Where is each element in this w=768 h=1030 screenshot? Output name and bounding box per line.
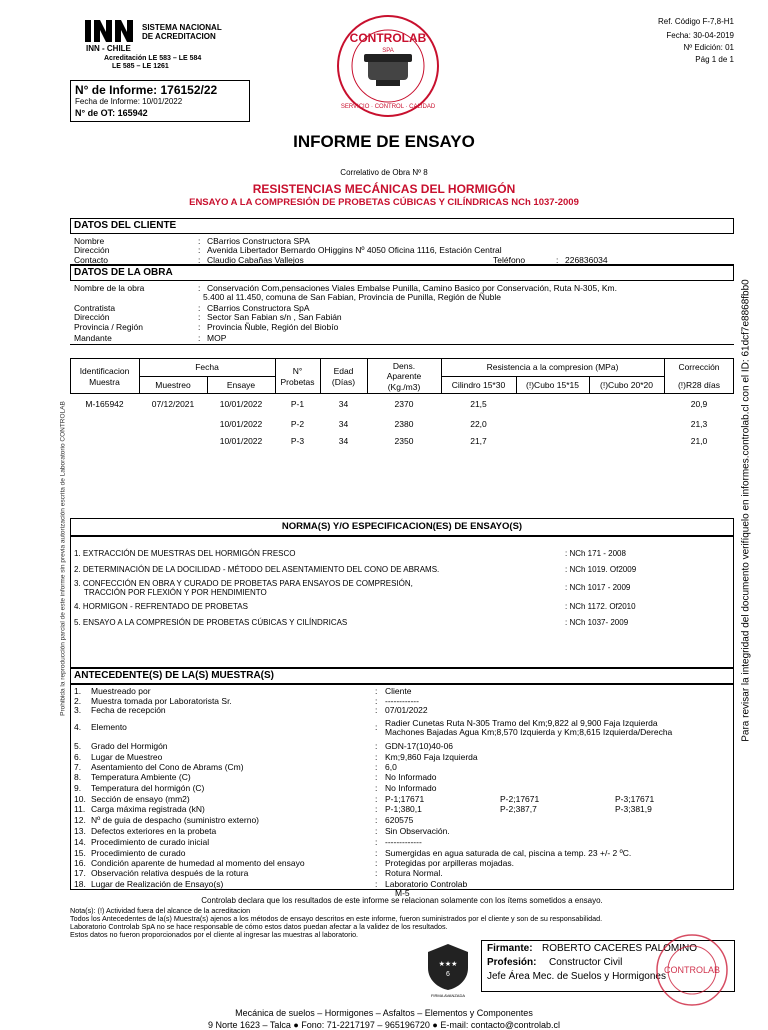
cell-probeta: P-2 xyxy=(290,419,305,429)
antecedent-number: 11. xyxy=(74,804,86,814)
antecedent-number: 4. xyxy=(74,722,82,732)
antecedent-label: Defectos exteriores en la probeta xyxy=(91,826,217,836)
work-mandante: MOP xyxy=(207,333,227,343)
right-side-verification-link[interactable]: Para revisar la integridad del documento verifíquelo en informes.controlab.cl con el ID: 61dcf7e8868fbb0 xyxy=(740,279,752,742)
svg-text:SPA: SPA xyxy=(382,48,394,54)
left-side-disclaimer: Prohibida la reproducción parcial de este informe sin previa autorización escrita de Laboratorio CONTROLAB xyxy=(59,401,67,716)
antecedent-value-p3: P-3;381,9 xyxy=(615,804,652,814)
footer-contact: 9 Norte 1623 – Talca ● Fono: 71-2217197 – 965196720 ● E-mail: contacto@controlab.cl xyxy=(207,1020,561,1030)
cell-ensaye: 10/01/2022 xyxy=(219,436,263,446)
antecedent-value-p3: P-3;17671 xyxy=(615,794,655,804)
subtitle-resistencias: RESISTENCIAS MECÁNICAS DEL HORMIGÓN xyxy=(252,182,516,196)
firmante-name: ROBERTO CACERES PALOMINO xyxy=(542,943,698,954)
cell-densidad: 2380 xyxy=(394,419,414,429)
report-date: Fecha de Informe: 10/01/2022 xyxy=(75,97,183,106)
note-4: Estos datos no fueron proporcionados por el cliente al ingresar las muestras al laboratorio. xyxy=(70,930,359,939)
antecedent-label: Lugar de Muestreo xyxy=(91,752,163,762)
cell-muestreo: 07/12/2021 xyxy=(151,399,195,409)
work-name-line2: 5.400 al 11.450, comuna de San Fabian, Provincia de Punilla, Región de Ñuble xyxy=(203,292,502,302)
edition: Nº Edición: 01 xyxy=(683,43,734,52)
work-name-label: Nombre de la obra xyxy=(74,283,145,293)
norm-code-4: : NCh 1172. Of2010 xyxy=(565,602,636,611)
client-contact: Claudio Cabañas Vallejos xyxy=(207,255,304,265)
work-address-label: Dirección xyxy=(74,312,110,322)
th-edad: Edad xyxy=(333,366,354,376)
th-cubo-20: (!)Cubo 20*20 xyxy=(600,380,653,390)
work-contractor: CBarrios Constructora SpA xyxy=(207,303,310,313)
cell-edad: 34 xyxy=(338,436,349,446)
th-probetas: Probetas xyxy=(280,377,315,387)
antecedent-colon: : xyxy=(375,705,378,715)
client-section-title: DATOS DEL CLIENTE xyxy=(74,220,177,231)
antecedent-colon: : xyxy=(375,837,378,847)
work-mandante-colon: : xyxy=(198,333,201,343)
col-divider xyxy=(275,358,276,394)
antecedent-value: P-1;380,1 xyxy=(385,804,422,814)
cell-densidad: 2370 xyxy=(394,399,414,409)
norm-code-1: : NCh 171 - 2008 xyxy=(565,549,626,558)
work-name-colon: : xyxy=(198,283,201,293)
antecedent-colon: : xyxy=(375,741,378,751)
client-contact-colon: : xyxy=(198,255,201,265)
antecedent-label: Grado del Hormigón xyxy=(91,741,168,751)
client-address-colon: : xyxy=(198,245,201,255)
svg-text:SERVICIO · CONTROL · CALIDAD: SERVICIO · CONTROL · CALIDAD xyxy=(340,104,436,110)
antecedent-colon: : xyxy=(375,696,378,706)
antecedent-colon: : xyxy=(375,826,378,836)
antecedent-number: 2. xyxy=(74,696,82,706)
note-2: Todos los Antecedentes de la(s) Muestra(s) ajenos a los métodos de ensayo descritos en este informe, fueron suministrados por el cliente y son de su responsabilidad. xyxy=(70,914,603,923)
th-r28: (!)R28 días xyxy=(677,380,721,390)
antecedent-number: 3. xyxy=(74,705,82,715)
antecedent-number: 14. xyxy=(74,837,86,847)
antecedent-value: Radier Cunetas Ruta N-305 Tramo del Km;9,822 al 9,900 Faja Izquierda xyxy=(385,718,658,728)
antecedent-label: Procedimiento de curado xyxy=(91,848,186,858)
cell-ensaye: 10/01/2022 xyxy=(219,419,263,429)
antecedent-value: Rotura Normal. xyxy=(385,868,443,878)
work-mandante-label: Mandante xyxy=(74,333,112,343)
norm-item-4: 4. HORMIGON - REFRENTADO DE PROBETAS xyxy=(74,602,248,611)
antecedent-colon: : xyxy=(375,722,378,732)
report-title: INFORME DE ENSAYO xyxy=(293,132,475,151)
accreditation-line2: LE 585 – LE 1261 xyxy=(112,63,169,70)
controlab-seal xyxy=(336,14,440,118)
antecedent-label: Procedimiento de curado inicial xyxy=(91,837,210,847)
cell-cilindro: 21,7 xyxy=(470,436,487,446)
antecedent-value: Km;9,860 Faja Izquierda xyxy=(385,752,478,762)
antecedent-colon: : xyxy=(375,752,378,762)
antecedent-value: 620575 xyxy=(385,815,414,825)
cell-correccion: 21,0 xyxy=(690,436,708,446)
work-region-label: Provincia / Región xyxy=(74,322,143,332)
work-address: Sector San Fabian s/n , San Fabián xyxy=(207,312,342,322)
profesion-value: Constructor Civil xyxy=(549,957,623,968)
antecedent-number: 6. xyxy=(74,752,82,762)
norm-code-5: : NCh 1037- 2009 xyxy=(565,618,629,627)
antecedent-value: ------------ xyxy=(385,696,419,706)
antecedent-label: Carga máxima registrada (kN) xyxy=(91,804,205,814)
cell-id: M-165942 xyxy=(85,399,124,409)
norm-item-3-cont: TRACCIÓN POR FLEXIÓN Y POR HENDIMIENTO xyxy=(84,588,267,597)
antecedent-number: 12. xyxy=(74,815,86,825)
antecedent-value: Protegidas por arpilleras mojadas. xyxy=(385,858,514,868)
cargo: Jefe Área Mec. de Suelos y Hormigones xyxy=(487,971,666,982)
svg-text:★★★: ★★★ xyxy=(438,961,458,968)
ot-number: N° de OT: 165942 xyxy=(75,108,148,118)
work-region: Provincia Ñuble, Región del Biobío xyxy=(207,322,339,332)
antecedent-label: Nº de guia de despacho (suministro externo) xyxy=(91,815,259,825)
antecedent-label: Lugar de Realización de Ensayo(s) xyxy=(91,879,224,889)
antecedent-label: Observación relativa después de la rotura xyxy=(91,868,249,878)
norm-code-2: : NCh 1019. Of2009 xyxy=(565,565,637,574)
antecedent-colon: : xyxy=(375,794,378,804)
antecedents-section-title: ANTECEDENTE(S) DE LA(S) MUESTRA(S) xyxy=(74,670,274,681)
antecedent-value: 07/01/2022 xyxy=(385,705,428,715)
row-divider xyxy=(441,376,664,377)
badge-caption: FIRMA AVANZADA xyxy=(430,993,466,998)
antecedent-colon: : xyxy=(375,879,378,889)
antecedent-colon: : xyxy=(375,772,378,782)
client-name-label: Nombre xyxy=(74,236,105,246)
correlative: Correlativo de Obra Nº 8 xyxy=(340,168,428,177)
th-ensaye: Ensaye xyxy=(226,380,256,390)
inn-org-line1: SISTEMA NACIONAL xyxy=(142,23,222,32)
antecedent-number: 8. xyxy=(74,772,82,782)
antecedent-number: 5. xyxy=(74,741,82,751)
footer-services: Mecánica de suelos – Hormigones – Asfaltos – Elementos y Componentes xyxy=(235,1008,533,1018)
svg-text:CONTROLAB: CONTROLAB xyxy=(663,965,721,975)
antecedent-value: GDN-17(10)40-06 xyxy=(385,741,454,751)
antecedent-colon: : xyxy=(375,858,378,868)
antecedent-number: 13. xyxy=(74,826,86,836)
antecedent-number: 15. xyxy=(74,848,86,858)
client-name-colon: : xyxy=(198,236,201,246)
antecedent-number: 7. xyxy=(74,762,82,772)
antecedent-value: Sin Observación. xyxy=(385,826,450,836)
client-phone: 226836034 xyxy=(565,255,608,265)
th-correccion: Corrección xyxy=(678,362,720,372)
antecedent-value: P-1;17671 xyxy=(385,794,425,804)
col-divider xyxy=(320,358,321,394)
antecedent-number: 16. xyxy=(74,858,86,868)
th-dias: (Días) xyxy=(331,377,356,387)
norm-item-2: 2. DETERMINACIÓN DE LA DOCILIDAD - MÉTODO DEL ASENTAMIENTO DEL CONO DE ABRAMS. xyxy=(74,565,440,574)
client-phone-colon: : xyxy=(556,255,559,265)
cell-ensaye: 10/01/2022 xyxy=(219,399,263,409)
antecedent-label: Asentamiento del Cono de Abrams (Cm) xyxy=(91,762,244,772)
report-number: N° de Informe: 176152/22 xyxy=(75,83,218,97)
antecedent-colon: : xyxy=(375,815,378,825)
antecedent-number: 17. xyxy=(74,868,86,878)
th-cilindro: Cilindro 15*30 xyxy=(451,380,506,390)
antecedent-colon: : xyxy=(375,686,378,696)
client-address-label: Dirección xyxy=(74,245,110,255)
antecedent-value: Cliente xyxy=(385,686,412,696)
cell-probeta: P-1 xyxy=(290,399,305,409)
th-dens: Dens. xyxy=(392,361,416,371)
cell-probeta: P-3 xyxy=(290,436,305,446)
work-divider xyxy=(70,344,734,345)
controlab-stamp xyxy=(652,932,732,1008)
work-region-colon: : xyxy=(198,322,201,332)
ref-code: Ref. Código F-7,8-H1 xyxy=(657,17,734,26)
svg-text:6: 6 xyxy=(446,971,450,978)
inn-logo xyxy=(84,18,136,44)
antecedent-colon: : xyxy=(375,868,378,878)
client-name: CBarrios Constructora SPA xyxy=(207,236,310,246)
norm-item-3: 3. CONFECCIÓN EN OBRA Y CURADO DE PROBETAS PARA ENSAYOS DE COMPRESIÓN, xyxy=(74,579,413,588)
client-contact-label: Contacto xyxy=(74,255,109,265)
antecedent-number: 1. xyxy=(74,686,82,696)
norms-section-title: NORMA(S) Y/O ESPECIFICACION(ES) DE ENSAYO(S) xyxy=(281,521,523,532)
declaration: Controlab declara que los resultados de este informe se relacionan solamente con los ítems sometidos a ensayo. xyxy=(201,896,603,905)
th-muestra: Muestra xyxy=(89,377,120,387)
advanced-signature-badge xyxy=(424,942,472,992)
norm-code-3: : NCh 1017 - 2009 xyxy=(565,583,631,592)
th-kgm3: (Kg./m3) xyxy=(387,382,421,392)
antecedent-value-cont: M-5 xyxy=(395,888,410,898)
antecedent-value: No Informado xyxy=(385,772,437,782)
antecedent-value: ------------- xyxy=(385,837,422,847)
antecedent-value-p2: P-2;17671 xyxy=(500,794,540,804)
norm-item-1: 1. EXTRACCIÓN DE MUESTRAS DEL HORMIGÓN FRESCO xyxy=(74,549,296,558)
th-cubo-15: (!)Cubo 15*15 xyxy=(526,380,579,390)
header-date: Fecha: 30-04-2019 xyxy=(666,31,734,40)
antecedent-number: 10. xyxy=(74,794,86,804)
inn-org-line2: DE ACREDITACION xyxy=(142,32,216,41)
cell-cilindro: 22,0 xyxy=(470,419,487,429)
note-1: Nota(s): (!) Actividad fuera del alcance de la acreditacion xyxy=(70,906,251,915)
antecedent-label: Sección de ensayo (mm2) xyxy=(91,794,190,804)
antecedent-colon: : xyxy=(375,762,378,772)
work-section-title: DATOS DE LA OBRA xyxy=(74,267,173,278)
firmante-label: Firmante: xyxy=(487,943,533,954)
antecedent-value-p2: P-2;387,7 xyxy=(500,804,537,814)
cell-edad: 34 xyxy=(338,419,349,429)
antecedent-value: Laboratorio Controlab xyxy=(385,879,468,889)
client-address: Avenida Libertador Bernardo OHiggins Nº 4050 Oficina 1116, Estación Central xyxy=(207,245,502,255)
th-n: N° xyxy=(292,366,303,376)
antecedent-value-cont: Machones Bajadas Agua Km;8,570 Izquierda y Km;8,615 Izquierda/Derecha xyxy=(385,727,673,737)
antecedent-label: Elemento xyxy=(91,722,127,732)
th-identificacion: Identificacion xyxy=(79,366,130,376)
cell-correccion: 20,9 xyxy=(690,399,708,409)
antecedent-label: Temperatura Ambiente (C) xyxy=(91,772,191,782)
cell-edad: 34 xyxy=(338,399,349,409)
antecedent-label: Fecha de recepción xyxy=(91,705,166,715)
antecedent-label: Temperatura del hormigón (C) xyxy=(91,783,205,793)
norm-item-5: 5. ENSAYO A LA COMPRESIÓN DE PROBETAS CÚBICAS Y CILÍNDRICAS xyxy=(74,618,348,627)
work-name-line1: Conservación Com,pensaciones Viales Embalse Punilla, Camino Basico por Conservación, Ruta N-305, Km. xyxy=(207,283,617,293)
th-resistencia: Resistencia a la compresion (MPa) xyxy=(486,362,619,372)
antecedent-value: No Informado xyxy=(385,783,437,793)
antecedent-number: 18. xyxy=(74,879,86,889)
cell-correccion: 21,3 xyxy=(690,419,708,429)
antecedent-colon: : xyxy=(375,804,378,814)
antecedent-label: Muestra tomada por Laboratorista Sr. xyxy=(91,696,232,706)
subtitle-ensayo: ENSAYO A LA COMPRESIÓN DE PROBETAS CÚBICAS Y CILÍNDRICAS NCh 1037-2009 xyxy=(189,197,579,208)
page-number: Pág 1 de 1 xyxy=(695,55,734,64)
antecedent-label: Muestreado por xyxy=(91,686,151,696)
svg-text:CONTROLAB: CONTROLAB xyxy=(349,31,427,45)
row-divider xyxy=(139,376,275,377)
work-address-colon: : xyxy=(198,312,201,322)
th-fecha: Fecha xyxy=(195,362,219,372)
accreditation-line1: Acreditación LE 583 – LE 584 xyxy=(104,55,202,62)
antecedent-colon: : xyxy=(375,848,378,858)
client-phone-label: Teléfono xyxy=(493,255,526,265)
th-aparente: Aparente xyxy=(386,371,422,381)
cell-cilindro: 21,5 xyxy=(470,399,487,409)
antecedent-value: 6,0 xyxy=(385,762,397,772)
antecedent-label: Condición aparente de humedad al momento del ensayo xyxy=(91,858,305,868)
work-contractor-colon: : xyxy=(198,303,201,313)
inn-org-sub: INN - CHILE xyxy=(86,44,131,53)
work-contractor-label: Contratista xyxy=(74,303,116,313)
profesion-label: Profesión: xyxy=(487,957,537,968)
cell-densidad: 2350 xyxy=(394,436,414,446)
antecedent-number: 9. xyxy=(74,783,82,793)
antecedent-colon: : xyxy=(375,783,378,793)
note-3: Laboratorio Controlab SpA no se hace responsable de cómo estos datos puedan afectar a la validez de los resultados. xyxy=(70,922,448,931)
antecedent-value: Sumergidas en agua saturada de cal, piscina a temp. 23 +/- 2 ºC. xyxy=(385,848,632,858)
th-muestreo: Muestreo xyxy=(155,380,191,390)
